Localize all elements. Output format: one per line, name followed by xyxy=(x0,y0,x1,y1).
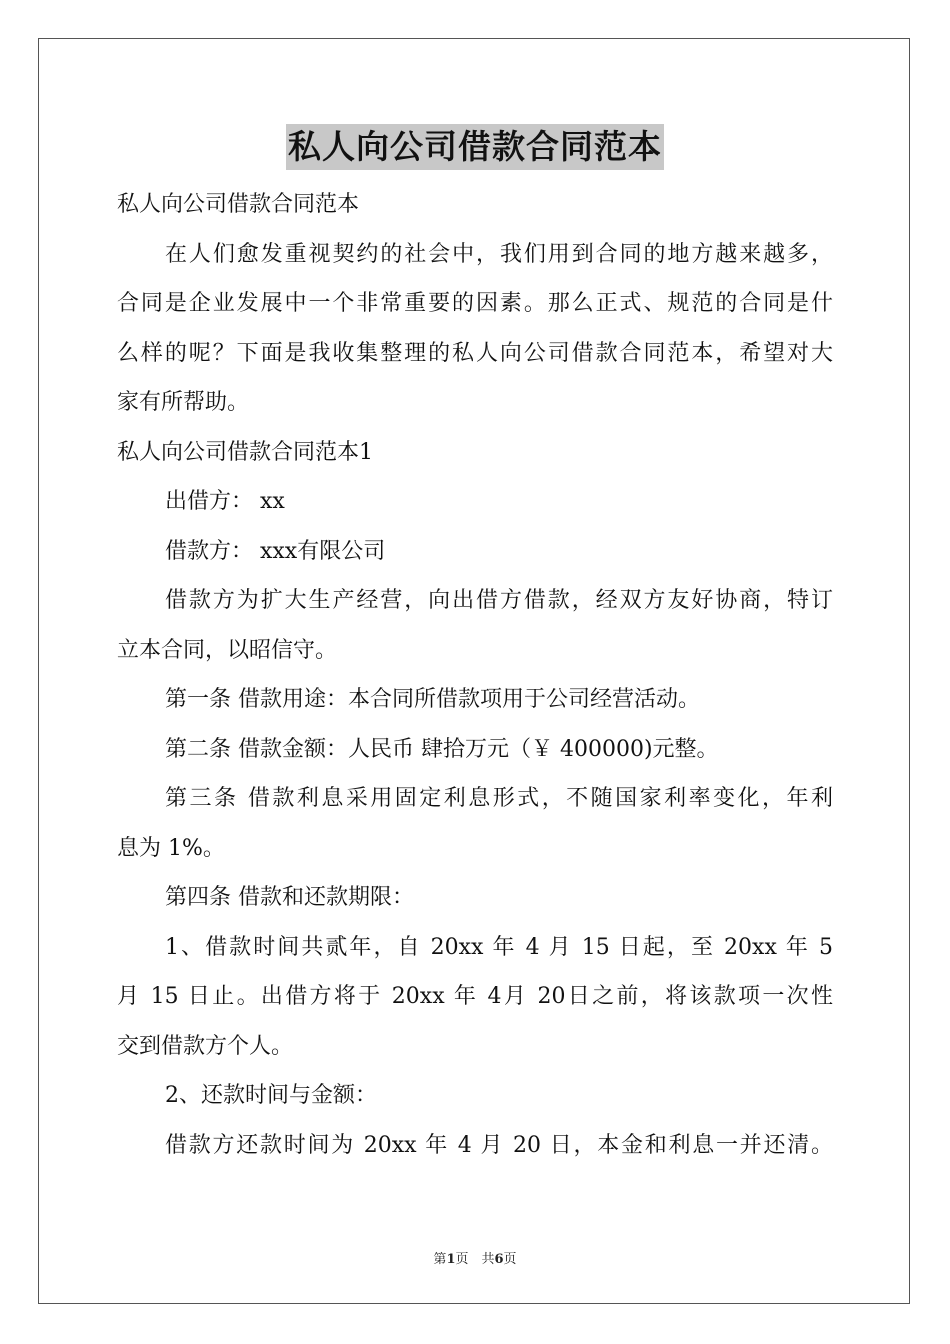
preamble-line-1: 借款方为扩大生产经营，向出借方借款，经双方友好协商，特订 xyxy=(165,588,833,613)
article-2: 第二条 借款金额：人民币 肆拾万元（￥ 400000)元整。 xyxy=(165,736,719,762)
repayment-line: 借款方还款时间为 20xx 年 4 月 20 日，本金和利息一并还清。 xyxy=(165,1132,833,1158)
intro-paragraph-line-3: 么样的呢？下面是我收集整理的私人向公司借款合同范本，希望对大 xyxy=(117,340,833,366)
intro-paragraph-line-4: 家有所帮助。 xyxy=(117,390,250,415)
footer-prefix: 第 xyxy=(433,1252,447,1267)
intro-paragraph-line-1: 在人们愈发重视契约的社会中，我们用到合同的地方越来越多， xyxy=(165,241,833,267)
section-heading: 私人向公司借款合同范本1 xyxy=(117,439,373,465)
article-4: 第四条 借款和还款期限： xyxy=(165,885,414,910)
lender-line: 出借方： xx xyxy=(165,489,285,514)
subtitle-line: 私人向公司借款合同范本 xyxy=(117,192,360,217)
document-body xyxy=(117,180,833,1170)
borrower-line: 借款方： xxx有限公司 xyxy=(165,538,386,564)
footer-total-pages: 6 xyxy=(494,1252,504,1267)
footer-mid: 页 共 xyxy=(455,1252,495,1267)
article-3-line-2: 息为 1%。 xyxy=(117,835,225,861)
intro-paragraph-line-2: 合同是企业发展中一个非常重要的因素。那么正式、规范的合同是什 xyxy=(117,291,833,316)
article-1: 第一条 借款用途：本合同所借款项用于公司经营活动。 xyxy=(165,687,700,712)
repayment-heading: 2、还款时间与金额： xyxy=(165,1083,377,1108)
footer-current-page: 1 xyxy=(446,1252,456,1267)
article-3-line-1: 第三条 借款利息采用固定利息形式，不随国家利率变化，年利 xyxy=(165,786,833,811)
document-title: 私人向公司借款合同范本 xyxy=(286,124,664,170)
page-footer xyxy=(0,1248,950,1267)
term-clause-line-1: 1、借款时间共贰年，自 20xx 年 4 月 15 日起，至 20xx 年 5 xyxy=(165,934,833,960)
term-clause-line-3: 交到借款方个人。 xyxy=(117,1033,294,1059)
title-container xyxy=(0,124,950,170)
footer-suffix: 页 xyxy=(503,1252,517,1267)
term-clause-line-2: 月 15 日止。出借方将于 20xx 年 4月 20日之前，将该款项一次性 xyxy=(117,984,833,1009)
preamble-line-2: 立本合同，以昭信守。 xyxy=(117,637,338,663)
